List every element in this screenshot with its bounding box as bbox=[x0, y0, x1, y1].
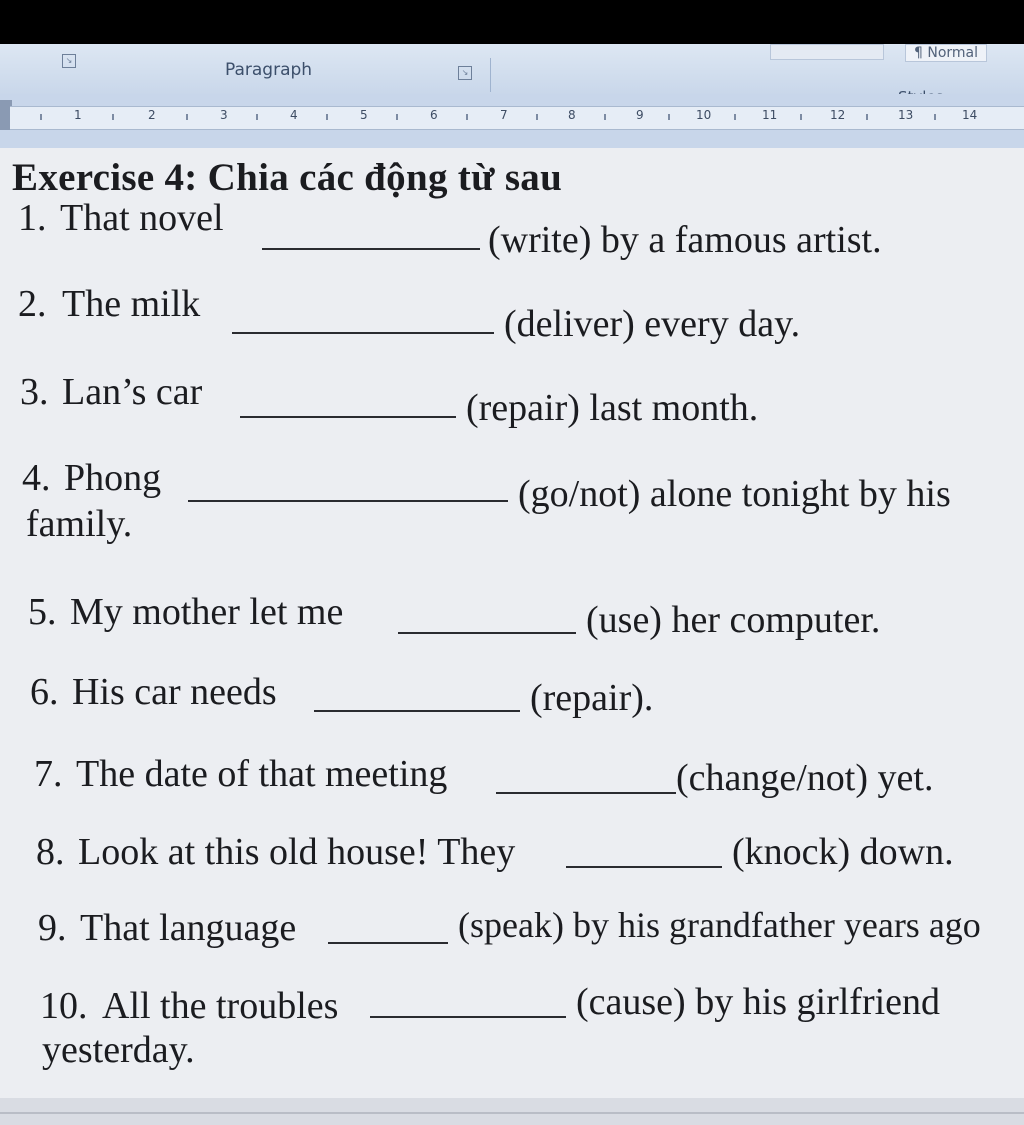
item-number: 4. bbox=[22, 457, 51, 499]
item-text-before: The milk bbox=[62, 283, 201, 325]
item-continuation: yesterday. bbox=[42, 1029, 195, 1071]
ruler-tick: 12 bbox=[830, 108, 846, 122]
item-text-after: (repair) last month. bbox=[466, 387, 759, 429]
ruler-dot bbox=[800, 114, 802, 120]
answer-blank[interactable] bbox=[232, 332, 494, 334]
ruler-tick: 10 bbox=[696, 108, 712, 122]
ruler-tick: 5 bbox=[360, 108, 368, 122]
item-text-after: (knock) down. bbox=[732, 831, 954, 873]
item-text-before: That language bbox=[80, 907, 297, 949]
clipboard-launcher-icon[interactable]: ↘ bbox=[62, 54, 76, 68]
ruler-dot bbox=[668, 114, 670, 120]
item-text-after: (cause) by his girlfriend bbox=[576, 981, 941, 1023]
ruler-tick: 6 bbox=[430, 108, 438, 122]
ruler-tick: 7 bbox=[500, 108, 508, 122]
answer-blank[interactable] bbox=[370, 1016, 566, 1018]
item-text-before: His car needs bbox=[72, 671, 277, 713]
answer-blank[interactable] bbox=[188, 500, 508, 502]
ruler-dot bbox=[256, 114, 258, 120]
ruler-dot bbox=[40, 114, 42, 120]
item-number: 5. bbox=[28, 591, 57, 633]
answer-blank[interactable] bbox=[314, 710, 520, 712]
item-text-after: (use) her computer. bbox=[586, 599, 881, 641]
exercise-title: Exercise 4: Chia các động từ sau bbox=[12, 156, 563, 199]
item-text-before: Lan’s car bbox=[62, 371, 203, 413]
ruler-tick: 13 bbox=[898, 108, 914, 122]
item-text-before: My mother let me bbox=[70, 591, 344, 633]
item-text-before: Look at this old house! They bbox=[78, 831, 516, 873]
page-bottom-divider bbox=[0, 1112, 1024, 1114]
answer-blank[interactable] bbox=[240, 416, 456, 418]
ribbon bbox=[0, 44, 1024, 95]
paragraph-group-label: Paragraph bbox=[225, 60, 313, 80]
item-number: 2. bbox=[18, 283, 47, 325]
item-number: 8. bbox=[36, 831, 65, 873]
ruler-dot bbox=[396, 114, 398, 120]
ruler-dot bbox=[866, 114, 868, 120]
item-number: 7. bbox=[34, 753, 63, 795]
ruler-tick: 14 bbox=[962, 108, 978, 122]
ruler-tick: 1 bbox=[74, 108, 82, 122]
horizontal-ruler[interactable] bbox=[0, 94, 1024, 149]
item-continuation: family. bbox=[26, 503, 133, 545]
item-number: 6. bbox=[30, 671, 59, 713]
ruler-tick: 8 bbox=[568, 108, 576, 122]
ruler-dot bbox=[536, 114, 538, 120]
ruler-dot bbox=[466, 114, 468, 120]
item-number: 1. bbox=[18, 197, 47, 239]
top-black-bar bbox=[0, 0, 1024, 44]
answer-blank[interactable] bbox=[398, 632, 576, 634]
item-text-before: That novel bbox=[60, 197, 224, 239]
ruler-tick: 3 bbox=[220, 108, 228, 122]
ruler-tick: 2 bbox=[148, 108, 156, 122]
item-text-after: (write) by a famous artist. bbox=[488, 219, 882, 261]
item-text-after: (go/not) alone tonight by his bbox=[518, 473, 951, 515]
style-heading-2[interactable] bbox=[770, 44, 884, 60]
answer-blank[interactable] bbox=[496, 792, 676, 794]
ruler-tick: 4 bbox=[290, 108, 298, 122]
style-normal[interactable]: ¶ Normal bbox=[905, 44, 987, 62]
item-text-after: (deliver) every day. bbox=[504, 303, 801, 345]
item-text-after: (speak) by his grandfather years ago bbox=[458, 905, 981, 945]
item-text-after: (repair). bbox=[530, 677, 654, 719]
item-number: 9. bbox=[38, 907, 67, 949]
paragraph-launcher-icon[interactable]: ↘ bbox=[458, 66, 472, 80]
ruler-strip bbox=[10, 106, 1024, 130]
ruler-dot bbox=[604, 114, 606, 120]
item-number: 3. bbox=[20, 371, 49, 413]
answer-blank[interactable] bbox=[262, 248, 480, 250]
ribbon-group-divider bbox=[490, 58, 491, 92]
answer-blank[interactable] bbox=[566, 866, 722, 868]
ruler-dot bbox=[934, 114, 936, 120]
item-text-before: The date of that meeting bbox=[76, 753, 448, 795]
item-text-before: Phong bbox=[64, 457, 162, 499]
item-number: 10. bbox=[40, 985, 88, 1027]
ruler-dot bbox=[112, 114, 114, 120]
item-text-before: All the troubles bbox=[102, 985, 339, 1027]
ruler-tick: 9 bbox=[636, 108, 644, 122]
ruler-tick: 11 bbox=[762, 108, 778, 122]
ruler-dot bbox=[734, 114, 736, 120]
ruler-dot bbox=[186, 114, 188, 120]
item-text-after: (change/not) yet. bbox=[676, 757, 934, 799]
answer-blank[interactable] bbox=[328, 942, 448, 944]
ruler-dot bbox=[326, 114, 328, 120]
